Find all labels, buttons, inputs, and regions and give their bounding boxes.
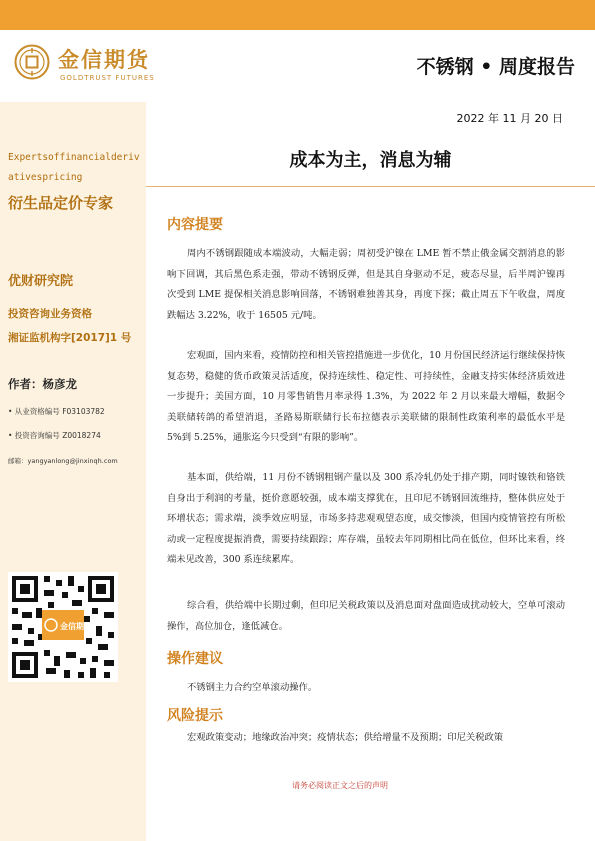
left-sidebar (0, 102, 146, 841)
brand-name-cn: 金信期货 (58, 48, 150, 72)
brand-name-en: GOLDTRUST FUTURES (60, 74, 155, 82)
qr-label: 金信期货 (60, 622, 92, 631)
report-headline: 成本为主，消息为辅 (289, 150, 452, 171)
section-heading-risk: 风险提示 (167, 708, 223, 724)
summary-paragraph-3: 基本面，供给端，11 月份不锈钢粗钢产量以及 300 系冷轧仍处于排产期，同时镍铁和铬铁自身出于利润的考量，挺价意愿较强，成本端支撑犹在，且印尼不锈钢回流维持，整体供应处于环增状态；需求端，淡季效应明显，市场多持悲观观望态度，成交惨淡，但国内疫情管控有所松动或一定程度提振消费，需要持续跟踪；库存端，虽较去年同期相比尚在低位，但环比来看，终端未见改善，300 系连续累库。 (167, 472, 565, 565)
sidebar-license-code: 湘证监机构字[2017]1 号 (8, 332, 132, 344)
report-date: 2022 年 11 月 20 日 (456, 112, 563, 125)
sidebar-institute: 优财研究院 (8, 274, 74, 289)
coin-logo-icon (14, 44, 50, 80)
qr-code-icon[interactable] (8, 572, 118, 682)
title-divider (146, 186, 595, 187)
risk-paragraph: 宏观政策变动；地缘政治冲突；疫情状态；供给增量不及预期；印尼关税政策 (187, 732, 504, 743)
page-header (0, 30, 595, 102)
sidebar-practice-id: • 从业资格编号 F03103782 (8, 407, 105, 416)
report-type-title: 不锈钢 • 周度报告 (416, 56, 575, 78)
summary-paragraph-2: 宏观面，国内来看，疫情防控和相关管控措施进一步优化，10 月份国民经济运行继续保持恢复态势，稳健的货币政策灵活适度，保持连续性、稳定性、可持续性，金融支持实体经济质效进一步提升；美国方面，10 月零售销售月率录得 1.3%，为 2022 年 2 月以来最大增幅，数据令美联储转鸽的希望消退，圣路易斯联储行长布拉德表示美联储的限制性政策利率的最低水平是 5%到 5.25%，通胀迄今只受到“有限的影响”。 (167, 350, 565, 443)
sidebar-qualification: 投资咨询业务资格 (8, 308, 92, 320)
disclaimer-note[interactable]: 请务必阅读正文之后的声明 (292, 781, 388, 790)
sidebar-email[interactable]: 邮箱：yangyanlong@jinxinqh.com (8, 457, 118, 465)
sidebar-author: 作者：杨彦龙 (8, 377, 77, 391)
summary-paragraph-4: 综合看，供给端中长期过剩，但印尼关税政策以及消息面对盘面造成扰动较大，空单可滚动操作，高位加仓，逢低减仓。 (167, 600, 565, 632)
sidebar-english-tagline: Expertsoffinancialderivativespricing (8, 152, 140, 183)
sidebar-advisory-id: • 投资咨询编号 Z0018274 (8, 431, 101, 440)
sidebar-tagline: 衍生品定价专家 (8, 194, 114, 212)
top-orange-bar (0, 0, 595, 30)
section-heading-summary: 内容提要 (167, 217, 223, 233)
section-heading-advice: 操作建议 (167, 651, 223, 667)
date-bar (146, 102, 595, 130)
advice-paragraph: 不锈钢主力合约空单滚动操作。 (187, 682, 318, 693)
summary-paragraph-1: 周内不锈钢跟随成本端波动，大幅走弱；周初受沪镍在 LME 暂不禁止俄金属交割消息的影响下回调，其后黑色系走强，带动不锈钢反弹，但是其自身驱动不足，疲态尽显，后半周沪镍再次受到 LME 提保相关消息影响回落，不锈钢难独善其身，再度下探；截止周五下午收盘，周度跌幅达 3.22%，收于 16505 元/吨。 (167, 248, 565, 321)
